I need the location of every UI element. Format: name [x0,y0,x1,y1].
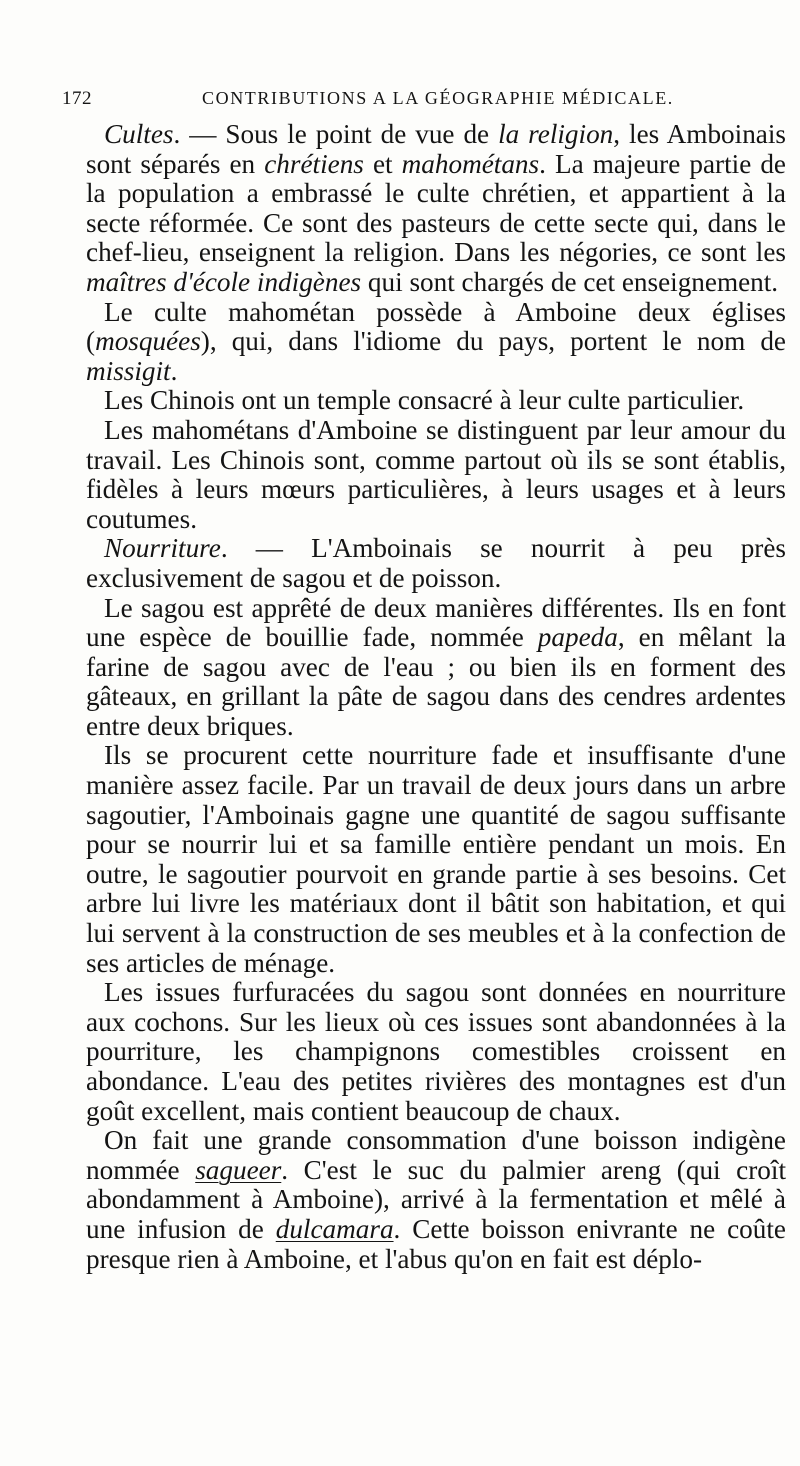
text-run: . C'est le suc du palmier areng (qui croît abondamment à Amboine), arrivé à la fermentation et mêlé à une infusion de [86,1154,786,1244]
paragraph-mahometans-travail [86,416,786,534]
text-run: Cultes [104,119,174,149]
text-run: et [363,148,402,179]
text-run: . La majeure partie de la population a embrassé le culte chrétien, et appartient à la secte réformée. Ce sont des pasteurs de cette secte qui, dans le chef-lieu, enseignent la religion. Dans les négories, ce sont les [86,148,786,268]
paragraph-sagoutier [86,741,786,978]
text-run: missigit [86,355,171,386]
text-run: maîtres d'école indigènes [86,266,362,297]
page-number: 172 [62,88,92,109]
text-run: Nourriture [104,533,221,564]
text-run: dulcamara [275,1213,394,1244]
paragraph-issues [86,978,786,1126]
paragraph-sagou-apprete [86,594,786,742]
text-run: Le sagou est apprêté de deux manières différentes. Ils en font une espèce de bouillie fade, nommée [86,592,786,653]
text-run: mahométans [401,148,540,179]
text-run: Les issues furfuracées du sagou sont données en nourriture aux cochons. Sur les lieux où ces issues sont abandonnées à la pourriture, les champignons comestibles croissent en abondance. L'eau des petites rivières des montagnes est d'un goût excellent, mais contient beaucoup de chaux. [86,977,786,1126]
text-run: . Cette boisson enivrante ne coûte presque rien à Amboine, et l'abus qu'on en fait est déplo- [86,1213,786,1274]
text-run: Les mahométans d'Amboine se distinguent par leur amour du travail. Les Chinois sont, comme partout où ils se sont établis, fidèles à leurs mœurs particulières, à leurs usages et à leurs coutumes. [86,414,786,534]
text-run: la religion [498,119,614,149]
text-run: mosquées [95,326,201,357]
text-run: sagueer [195,1154,282,1185]
text-run: Le culte mahométan possède à Amboine deux églises ( [86,296,786,357]
text-run: chrétiens [264,148,364,179]
text-run: . [170,355,178,386]
text-run: , les Amboinais sont séparés en [86,119,786,179]
text-run: papeda [537,622,618,653]
page-header [62,88,742,118]
text-run: . — L'Amboinais se nourrit à peu près exclusivement de sagou et de poisson. [86,533,786,593]
text-run: Ils se procurent cette nourriture fade et insuffisante d'une manière assez facile. Par un travail de deux jours dans un arbre sagoutier, l'Amboinais gagne une quantité de sagou suffisante pour se nourrir lui et sa famille entière pendant un mois. En outre, le sagoutier pourvoit en grande partie à ses besoins. Cet arbre lui livre les matériaux dont il bâtit son habitation, et qui lui servent à la construction de ses meubles et à la confection de ses articles de ménage. [86,740,786,978]
text-run: ), qui, dans l'idiome du pays, portent le nom de [200,326,786,357]
paragraph-cultes [86,120,786,298]
running-head: CONTRIBUTIONS A LA GÉOGRAPHIE MÉDICALE. [202,88,674,108]
paragraph-nourriture [86,534,786,593]
body-text [86,120,786,1274]
paragraph-chinois-temple [86,386,786,416]
paragraph-culte-mahometan [86,298,786,387]
text-run: qui sont chargés de cet enseignement. [361,266,779,297]
text-run: . — Sous le point de vue de [173,119,499,149]
text-run: , en mêlant la farine de sagou avec de l'eau ; ou bien ils en forment des gâteaux, en grillant la pâte de sagou dans des cendres ardentes entre deux briques. [86,622,786,741]
paragraph-boisson [86,1126,786,1274]
text-run: Les Chinois ont un temple consacré à leur culte particulier. [104,385,745,416]
text-run: On fait une grande consommation d'une boisson indigène nommée [86,1125,786,1185]
